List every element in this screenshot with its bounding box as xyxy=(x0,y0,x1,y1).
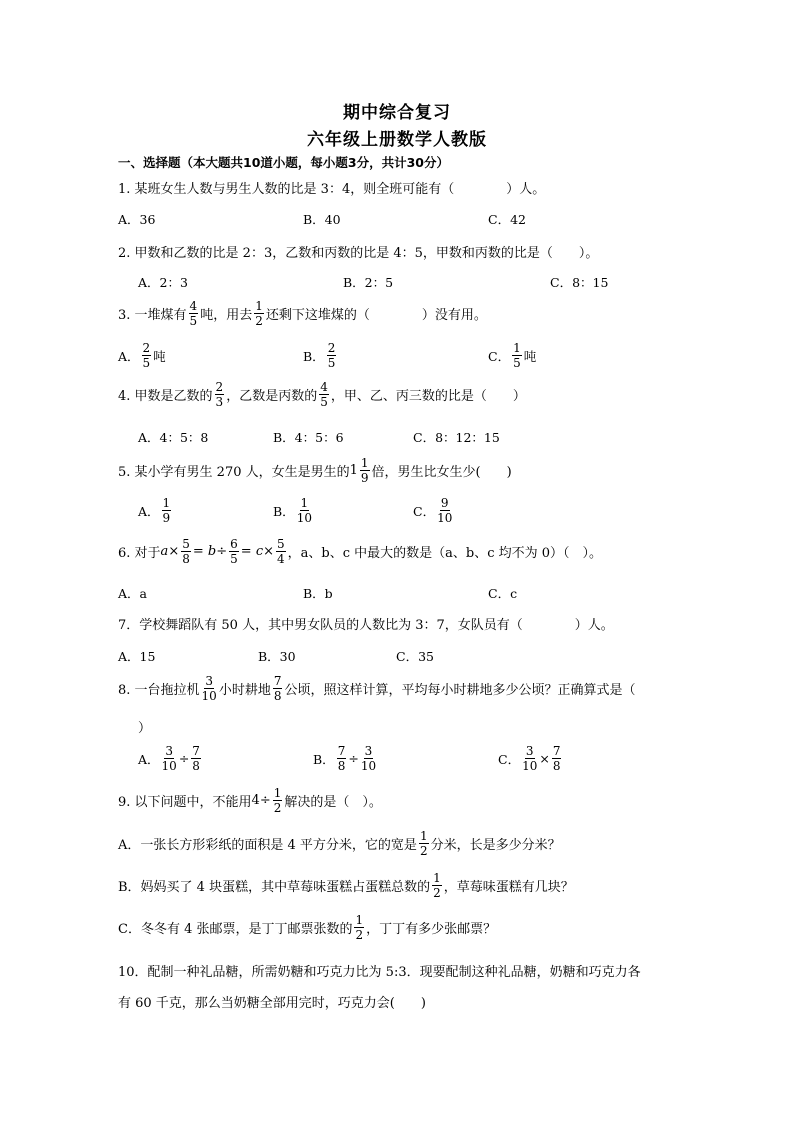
q5-option-b: B． $\frac{1}{10}$ xyxy=(273,496,312,525)
q3-option-a: A． $\frac{2}{5}$ 吨 xyxy=(118,341,166,370)
question-10-line-1: 10．配制一种礼品糖，所需奶糖和巧克力比为 5:3．现要配制这种礼品糖，奶糖和巧克力各 xyxy=(118,965,641,980)
q4-fraction-2: $\frac{4}{5}$ xyxy=(320,380,328,409)
question-6: 6. 对于 a × $\frac{5}{8}$ = b ÷ $\frac{6}{5}$ = c × $\frac{5}{4}$ ，a、b、c 中最大的数是（a、b、c 均不为 0）（ ）。 xyxy=(118,537,603,566)
question-2: 2. 甲数和乙数的比是 2：3，乙数和丙数的比是 4：5，甲数和丙数的比是（ ）。 xyxy=(118,246,599,261)
q4-fraction-1: $\frac{2}{3}$ xyxy=(215,380,224,409)
q9-option-c: C．冬冬有 4 张邮票，是丁丁邮票张数的 $\frac{1}{2}$ ，丁丁有多少张邮票？ xyxy=(118,913,497,942)
section-heading: 一、选择题（本大题共10道小题，每小题3分，共计30分） xyxy=(118,155,449,170)
q2-option-a: A．2：3 xyxy=(138,275,188,290)
main-title: 期中综合复习 xyxy=(343,103,451,123)
q5-option-a: A． $\frac{1}{9}$ xyxy=(138,496,171,525)
q3-fraction-2: $\frac{1}{2}$ xyxy=(255,299,263,328)
question-5: 5. 某小学有男生 270 人，女生是男生的 1 $\frac{1}{9}$ 倍，男生比女生少( ) xyxy=(118,456,512,485)
q4-option-b: B．4：5：6 xyxy=(273,430,344,445)
q4-option-a: A．4：5：8 xyxy=(138,430,209,445)
q4-option-c: C．8：12：15 xyxy=(413,430,500,445)
q9-option-b: B．妈妈买了 4 块蛋糕，其中草莓味蛋糕占蛋糕总数的 $\frac{1}{2}$ ，草莓味蛋糕有几块？ xyxy=(118,871,574,900)
q5-mixed-number: 1 $\frac{1}{9}$ xyxy=(349,456,369,485)
question-7: 7．学校舞蹈队有 50 人，其中男女队员的人数比为 3：7，女队员有（ ）人。 xyxy=(118,618,614,633)
q7-option-c: C．35 xyxy=(396,649,434,664)
q3-option-b: B． $\frac{2}{5}$ xyxy=(303,341,336,370)
q6-option-b: B．b xyxy=(303,586,333,601)
question-3 xyxy=(118,300,487,327)
question-8-continuation: ） xyxy=(138,721,152,736)
q3-text-pre: 3. 一堆煤有 xyxy=(118,308,187,323)
question-8: 8. 一台拖拉机 $\frac{3}{10}$ 小时耕地 $\frac{7}{8}$ 公顷，照这样计算，平均每小时耕地多少公顷？正确算式是（ xyxy=(118,674,636,703)
q9-option-a: A．一张长方形彩纸的面积是 4 平方分米，它的宽是 $\frac{1}{2}$ 分米，长是多少分米？ xyxy=(118,829,561,858)
question-1: 1. 某班女生人数与男生人数的比是 3：4，则全班可能有（ ）人。 xyxy=(118,182,546,197)
q2-option-c: C．8：15 xyxy=(550,275,609,290)
q5-option-c: C． $\frac{9}{10}$ xyxy=(413,496,453,525)
q8-option-c: C． $\frac{3}{10}$ × $\frac{7}{8}$ xyxy=(498,744,561,773)
q1-option-b: B．40 xyxy=(303,212,341,227)
q8-option-a: A． $\frac{3}{10}$ ÷ $\frac{7}{8}$ xyxy=(138,744,200,773)
question-4: 4. 甲数是乙数的 $\frac{2}{3}$ ，乙数是丙数的 $\frac{4}{5}$ ，甲、乙、丙三数的比是（ ） xyxy=(118,380,526,409)
q1-option-c: C．42 xyxy=(488,212,526,227)
q3-text-post: 还剩下这堆煤的（ ）没有用。 xyxy=(265,308,487,323)
question-9: 9. 以下问题中，不能用 4÷ $\frac{1}{2}$ 解决的是（ ）。 xyxy=(118,786,382,815)
q7-option-a: A．15 xyxy=(118,649,156,664)
q2-option-b: B．2：5 xyxy=(343,275,394,290)
q3-option-c: C． $\frac{1}{5}$ 吨 xyxy=(488,341,537,370)
q6-option-a: A．a xyxy=(118,586,147,601)
q8-option-b: B． $\frac{7}{8}$ ÷ $\frac{3}{10}$ xyxy=(313,744,377,773)
q1-option-a: A．36 xyxy=(118,212,156,227)
q6-option-c: C．c xyxy=(488,586,518,601)
sub-title: 六年级上册数学人教版 xyxy=(307,130,487,150)
question-10-line-2: 有 60 千克，那么当奶糖全部用完时，巧克力会( ) xyxy=(118,996,426,1011)
q3-text-mid: 吨，用去 xyxy=(200,308,253,323)
q3-fraction-1: $\frac{4}{5}$ xyxy=(189,299,198,328)
q7-option-b: B．30 xyxy=(258,649,296,664)
